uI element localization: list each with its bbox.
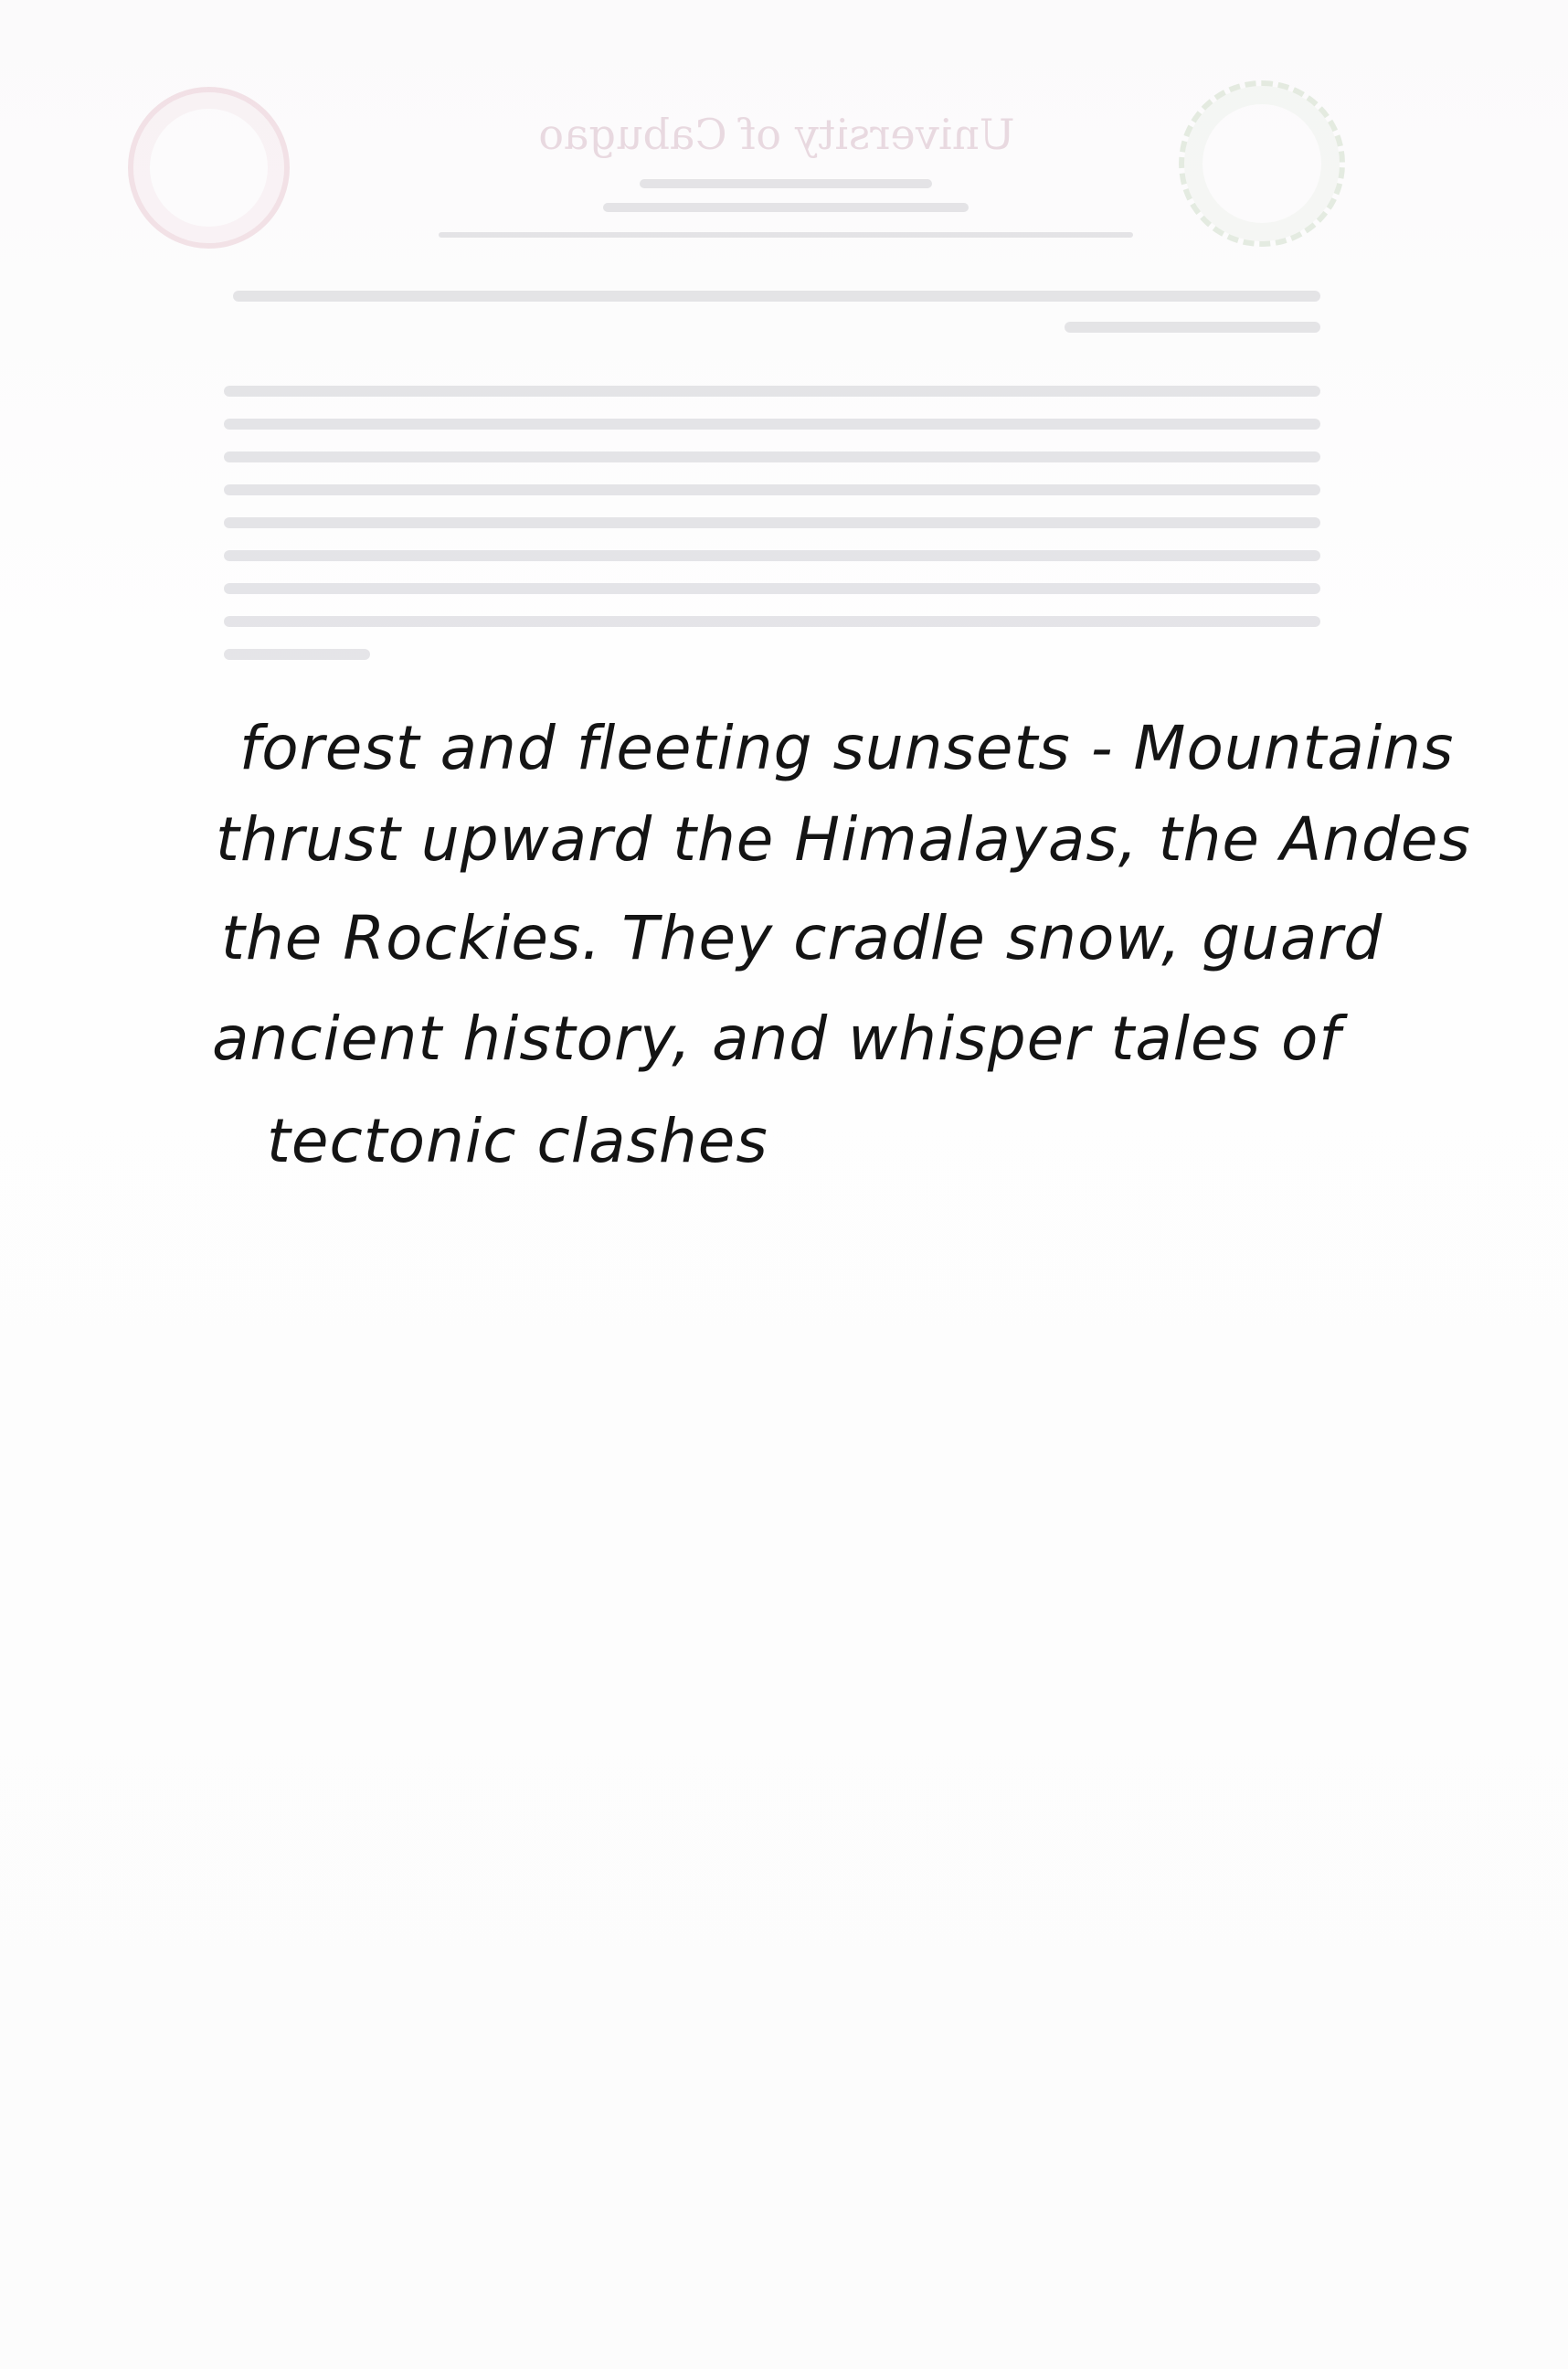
handwritten-line-5: tectonic clashes [267, 1106, 768, 1176]
handwritten-line-4: ancient history, and whisper tales of [212, 1004, 1341, 1074]
bleed-through-header-title: University of Cabugao [538, 110, 1015, 159]
handwritten-line-3: the Rockies. They cradle snow, guard [221, 903, 1383, 973]
college-seal-icon [1179, 80, 1345, 247]
bleed-through-line [224, 419, 1320, 430]
bleed-through-line [224, 550, 1320, 561]
university-seal-icon [128, 87, 290, 249]
bleed-through-line [224, 484, 1320, 495]
bleed-through-line [224, 451, 1320, 462]
bleed-through-line [224, 649, 370, 660]
bleed-through-line [603, 203, 969, 212]
bleed-through-line [224, 386, 1320, 397]
bleed-through-line [224, 583, 1320, 594]
bleed-through-line [640, 179, 932, 188]
handwritten-line-2: thrust upward the Himalayas, the Andes [216, 804, 1471, 875]
bleed-through-line [233, 291, 1320, 302]
bleed-through-line [439, 232, 1133, 238]
handwritten-line-1: forest and fleeting sunsets - Mountains [239, 713, 1455, 783]
bleed-through-line [224, 616, 1320, 627]
bleed-through-line [1065, 322, 1320, 333]
bleed-through-layer [0, 0, 1568, 731]
bleed-through-line [224, 517, 1320, 528]
